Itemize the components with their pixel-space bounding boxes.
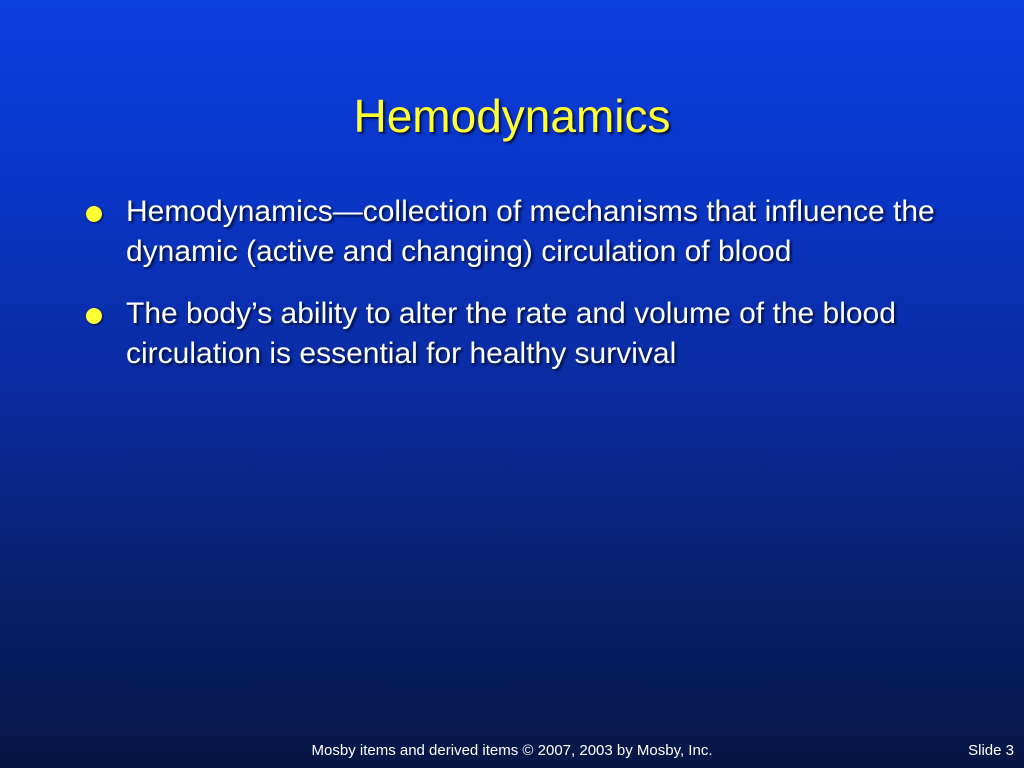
bullet-dot-icon <box>86 206 102 222</box>
bullet-item <box>86 294 946 374</box>
bullet-list <box>86 192 946 396</box>
bullet-text: Hemodynamics—collection of mechanisms that influence the dynamic (active and changing) circulation of blood <box>126 195 935 268</box>
slide-number: Slide 3 <box>968 742 1014 759</box>
bullet-text: The body’s ability to alter the rate and volume of the blood circulation is essential for healthy survival <box>126 297 896 370</box>
bullet-dot-icon <box>86 308 102 324</box>
bullet-item <box>86 192 946 272</box>
footer-copyright: Mosby items and derived items © 2007, 2003 by Mosby, Inc. <box>311 742 713 759</box>
slide-title: Hemodynamics <box>353 90 671 142</box>
